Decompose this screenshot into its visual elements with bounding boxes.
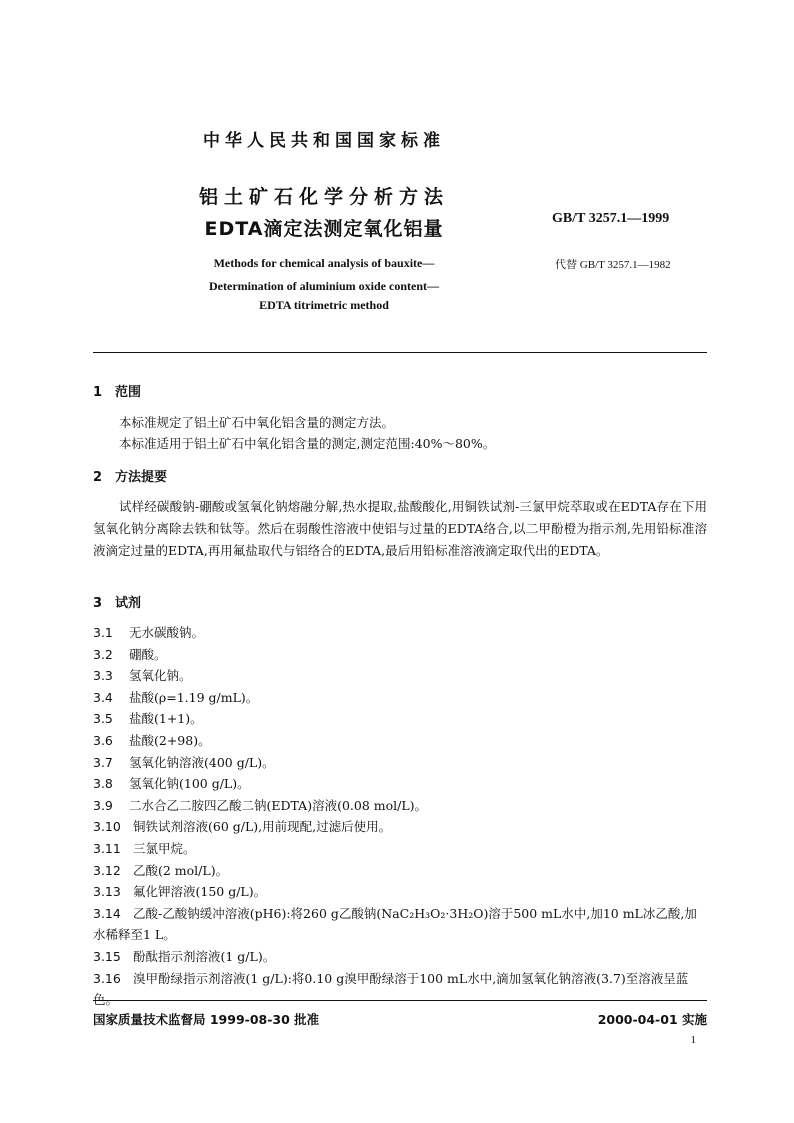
item-text: 铜铁试剂溶液(60 g/L),用前现配,过滤后使用。	[133, 819, 392, 835]
section-1-paragraph-2: 本标准适用于铝土矿石中氧化铝含量的测定,测定范围:40%～80%。	[119, 436, 496, 451]
list-item	[93, 903, 707, 946]
list-item	[93, 838, 707, 860]
list-item	[93, 795, 707, 817]
list-item	[93, 946, 707, 968]
section-number: 1	[93, 385, 103, 400]
item-text: 盐酸(ρ=1.19 g/mL)。	[129, 689, 259, 705]
section-title: 范围	[115, 385, 142, 400]
list-item	[93, 644, 707, 666]
list-item	[93, 708, 707, 730]
page-number: 1	[690, 1034, 696, 1046]
title-english-line-1: Methods for chemical analysis of bauxite—	[213, 256, 435, 270]
section-1-paragraph-1: 本标准规定了铝土矿石中氧化铝含量的测定方法。	[119, 415, 395, 430]
item-number: 3.4	[93, 689, 113, 705]
title-english-line-3: EDTA titrimetric method	[259, 298, 389, 312]
standard-number: GB/T 3257.1—1999	[552, 211, 670, 226]
list-item	[93, 687, 707, 709]
title-english-line-2: Determination of aluminium oxide content—	[209, 279, 439, 293]
list-item	[93, 665, 707, 687]
item-number: 3.1	[93, 625, 113, 640]
section-2-heading	[93, 466, 167, 485]
header-divider	[93, 352, 707, 353]
item-number: 3.15	[93, 948, 121, 964]
item-number: 3.6	[93, 732, 113, 748]
footer-divider	[93, 1000, 707, 1001]
item-text: 硼酸。	[129, 646, 167, 662]
item-text: 氢氧化钠。	[129, 668, 192, 684]
item-number: 3.2	[93, 646, 113, 662]
replaces-standard: 代替 GB/T 3257.1—1982	[555, 259, 671, 271]
item-text: 酚酞指示剂溶液(1 g/L)。	[133, 948, 276, 964]
reagent-list	[93, 622, 707, 1011]
section-1-heading	[93, 381, 141, 400]
item-text: 乙酸(2 mol/L)。	[133, 862, 229, 878]
item-number: 3.11	[93, 840, 121, 856]
section-number: 2	[93, 470, 103, 485]
item-number: 3.7	[93, 754, 113, 770]
list-item	[93, 881, 707, 903]
item-number: 3.5	[93, 711, 113, 727]
item-text: 无水碳酸钠。	[129, 625, 205, 640]
item-number: 3.8	[93, 776, 113, 792]
item-text: 氢氧化钠(100 g/L)。	[129, 776, 250, 792]
section-3-heading	[93, 592, 141, 611]
title-chinese-line-2: EDTA滴定法测定氧化铝量	[204, 218, 444, 240]
section-number: 3	[93, 596, 103, 611]
item-number: 3.3	[93, 668, 113, 684]
item-text: 乙酸-乙酸钠缓冲溶液(pH6):将260 g乙酸钠(NaC₂H₃O₂·3H₂O)溶于500 mL水中,加10 mL冰乙酸,加水稀释至1 L。	[93, 905, 697, 943]
item-text: 盐酸(2+98)。	[129, 732, 211, 748]
list-item	[93, 730, 707, 752]
list-item	[93, 622, 707, 644]
item-text: 三氯甲烷。	[133, 840, 196, 856]
item-text: 氢氧化钠溶液(400 g/L)。	[129, 754, 275, 770]
section-title: 方法提要	[115, 470, 168, 485]
list-item	[93, 752, 707, 774]
item-number: 3.12	[93, 862, 121, 878]
section-title: 试剂	[115, 596, 142, 611]
item-text: 盐酸(1+1)。	[129, 711, 203, 727]
title-chinese-line-1: 铝土矿石化学分析方法	[198, 186, 449, 208]
item-text: 二水合乙二胺四乙酸二钠(EDTA)溶液(0.08 mol/L)。	[129, 797, 428, 813]
item-number: 3.9	[93, 797, 113, 813]
item-text: 溴甲酚绿指示剂溶液(1 g/L):将0.10 g溴甲酚绿溶于100 mL水中,滴加氢氧化钠溶液(3.7)至溶液呈蓝色。	[93, 970, 689, 1008]
item-number: 3.10	[93, 819, 121, 835]
national-standard-heading: 中华人民共和国国家标准	[203, 131, 445, 151]
item-number: 3.16	[93, 970, 121, 986]
list-item	[93, 968, 707, 1011]
list-item	[93, 816, 707, 838]
section-2-paragraph: 试样经碳酸钠-硼酸或氢氧化钠熔融分解,热水提取,盐酸酸化,用铜铁试剂-三氯甲烷萃取或在EDTA存在下用氢氧化钠分离除去铁和钛等。然后在弱酸性溶液中使铝与过量的EDTA络合,以二甲酚橙为指示剂,先用铅标准溶液滴定过量的EDTA,再用氟盐取代与铝络合的EDTA,最后用铅标准溶液滴定取代出的EDTA。	[93, 499, 707, 558]
list-item	[93, 773, 707, 795]
effective-date: 2000-04-01 实施	[597, 1012, 707, 1027]
item-text: 氟化钾溶液(150 g/L)。	[133, 884, 267, 900]
list-item	[93, 860, 707, 882]
item-number: 3.14	[93, 905, 121, 921]
item-number: 3.13	[93, 884, 121, 900]
approval-note: 国家质量技术监督局 1999-08-30 批准	[93, 1012, 320, 1027]
